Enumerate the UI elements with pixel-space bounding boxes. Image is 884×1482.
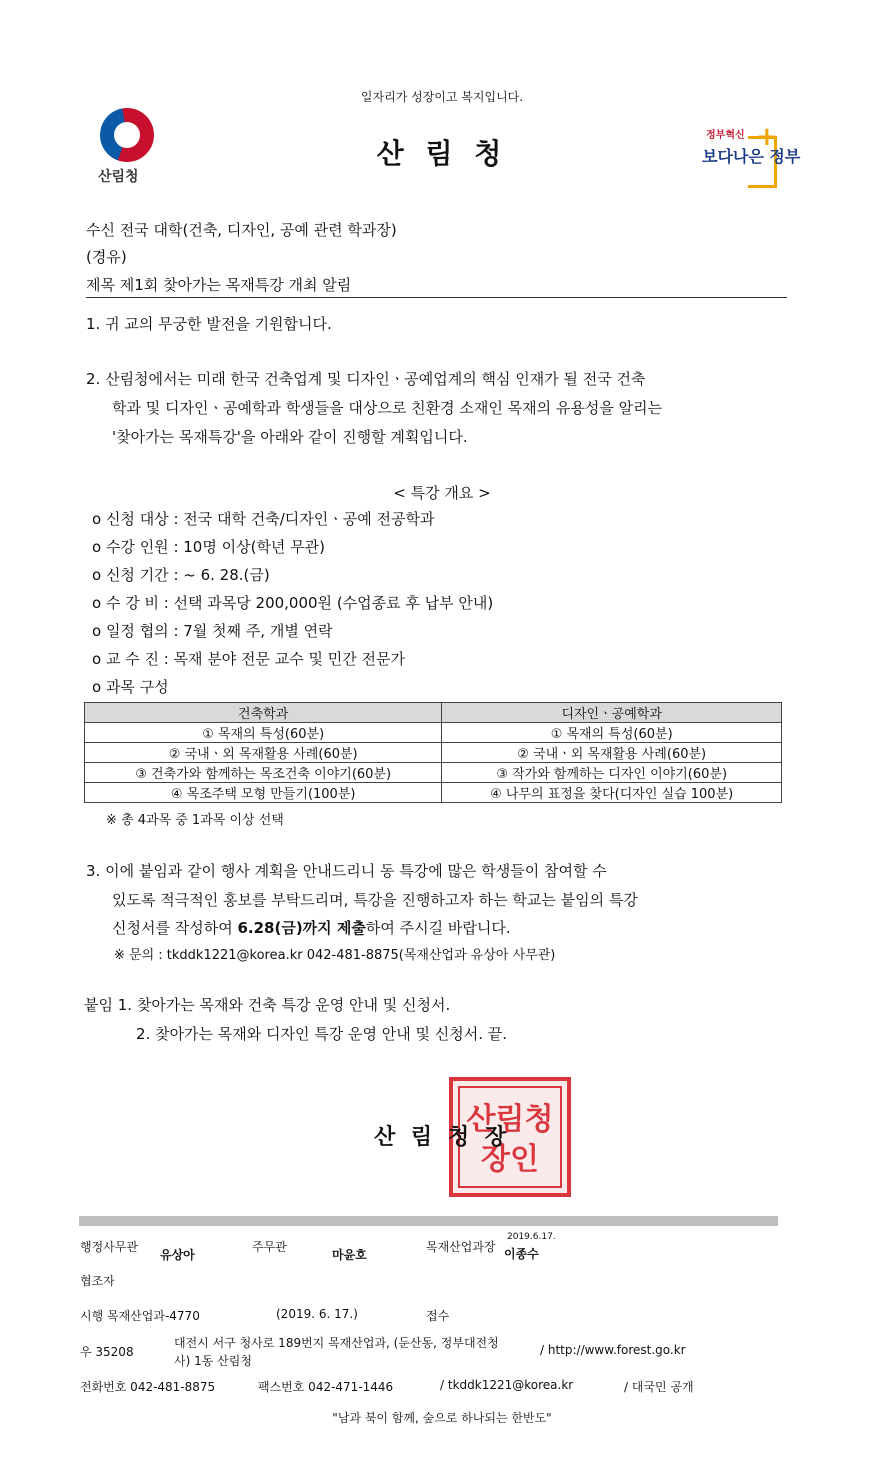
table-cell: ① 목재의 특성(60분) <box>442 723 782 743</box>
gov-logo-line1: 정부혁신 <box>706 130 745 141</box>
paragraph-3-text-c: 하여 주시길 바랍니다. <box>365 919 511 937</box>
table-row <box>85 783 782 803</box>
email-link[interactable]: / tkddk1221@korea.kr <box>440 1378 574 1392</box>
phone-number: 전화번호 042-481-8875 <box>80 1380 216 1394</box>
paragraph-3-line1: 3. 이에 붙임과 같이 행사 계획을 안내드리니 동 특강에 많은 학생들이 참여할 수 <box>86 862 607 880</box>
table-row <box>85 743 782 763</box>
approver-role-1: 행정사무관 <box>80 1240 138 1254</box>
course-table <box>84 702 782 803</box>
bullet-period: o 신청 기간 : ~ 6. 28.(금) <box>92 566 270 584</box>
contact-note: ※ 문의 : tkddk1221@korea.kr 042-481-8875(목재산업과 유상아 사무관) <box>114 948 556 963</box>
postal-code: 우 35208 <box>80 1345 134 1359</box>
paragraph-2-line1: 2. 산림청에서는 미래 한국 건축업계 및 디자인ㆍ공예업계의 핵심 인재가 될 전국 건축 <box>86 370 646 388</box>
bullet-faculty: o 교 수 진 : 목재 분야 전문 교수 및 민간 전문가 <box>92 650 406 668</box>
footer-bar <box>79 1216 778 1226</box>
disclosure-label: / 대국민 공개 <box>624 1380 694 1394</box>
fax-number: 팩스번호 042-471-1446 <box>258 1380 394 1394</box>
approver-name-1: 유상아 <box>160 1248 195 1262</box>
table-cell: ③ 작가와 함께하는 디자인 이야기(60분) <box>442 763 782 783</box>
bullet-courses: o 과목 구성 <box>92 678 169 696</box>
paragraph-3-line2: 있도록 적극적인 홍보를 부탁드리며, 특강을 진행하고자 하는 학교는 붙임의 특강 <box>112 891 638 909</box>
address-line2: 사) 1동 산림청 <box>174 1354 252 1368</box>
bullet-target: o 신청 대상 : 전국 대학 건축/디자인ㆍ공예 전공학과 <box>92 510 435 528</box>
bullet-schedule: o 일정 협의 : 7월 첫째 주, 개별 연락 <box>92 622 333 640</box>
receipt-label: 접수 <box>426 1309 450 1323</box>
logo-text: 산림청 <box>98 169 139 185</box>
enforcement-number: 시행 목재산업과-4770 <box>80 1309 200 1323</box>
paragraph-2-line2: 학과 및 디자인ㆍ공예학과 학생들을 대상으로 친환경 소재인 목재의 유용성을 알리는 <box>112 399 663 417</box>
table-note: ※ 총 4과목 중 1과목 이상 선택 <box>106 813 284 828</box>
svg-text:산림청: 산림청 <box>466 1102 554 1137</box>
signature-title: 산 림 청 장 <box>374 1125 510 1150</box>
overview-title: < 특강 개요 > <box>393 484 491 502</box>
approval-date: 2019.6.17. <box>507 1232 556 1242</box>
attachment-line1: 붙임 1. 찾아가는 목재와 건축 특강 운영 안내 및 신청서. <box>84 996 451 1014</box>
divider <box>86 297 787 298</box>
approver-name-3: 이종수 <box>504 1247 539 1261</box>
svg-text:장인: 장인 <box>481 1142 539 1177</box>
plus-icon: + <box>756 122 778 152</box>
address-line1: 대전시 서구 청사로 189번지 목재산업과, (둔산동, 정부대전청 <box>174 1336 499 1350</box>
paragraph-1: 1. 귀 교의 무궁한 발전을 기원합니다. <box>86 315 332 333</box>
subject-line: 제목 제1회 찾아가는 목재특강 개최 알림 <box>86 276 352 294</box>
gov-logo-line2: 보다나은 정부 <box>702 147 801 166</box>
cooperator-label: 협조자 <box>80 1274 115 1288</box>
recipient-line: 수신 전국 대학(건축, 디자인, 공예 관련 학과장) <box>86 221 397 239</box>
approver-name-2: 마윤호 <box>332 1248 367 1262</box>
deadline-emphasis: 6.28(금)까지 제출 <box>237 919 366 937</box>
paragraph-2-line3: '찾아가는 목재특강'을 아래와 같이 진행할 계획입니다. <box>112 428 468 446</box>
gov-innovation-logo <box>700 122 801 186</box>
enforcement-date: (2019. 6. 17.) <box>276 1307 358 1321</box>
agency-title: 산 림 청 <box>376 137 508 170</box>
approver-role-3: 목재산업과장 <box>426 1240 496 1254</box>
table-cell: ① 목재의 특성(60분) <box>85 723 442 743</box>
table-header-row <box>85 703 782 723</box>
paragraph-3-text-a: 신청서를 작성하여 <box>112 919 238 937</box>
table-cell: ② 국내ㆍ외 목재활용 사례(60분) <box>442 743 782 763</box>
table-header-architecture: 건축학과 <box>85 703 442 723</box>
footer-slogan: "남과 북이 함께, 숲으로 하나되는 한반도" <box>332 1411 552 1425</box>
website-link[interactable]: / http://www.forest.go.kr <box>540 1343 686 1357</box>
table-cell: ④ 목조주택 모형 만들기(100분) <box>85 783 442 803</box>
paragraph-3-line3 <box>86 914 511 943</box>
table-cell: ④ 나무의 표정을 찾다(디자인 실습 100분) <box>442 783 782 803</box>
via-line: (경유) <box>86 248 127 266</box>
table-header-design: 디자인ㆍ공예학과 <box>442 703 782 723</box>
table-row <box>85 763 782 783</box>
table-cell: ② 국내ㆍ외 목재활용 사례(60분) <box>85 743 442 763</box>
bullet-capacity: o 수강 인원 : 10명 이상(학년 무관) <box>92 538 326 556</box>
approver-role-2: 주무관 <box>252 1240 287 1254</box>
table-row <box>85 723 782 743</box>
table-cell: ③ 건축가와 함께하는 목조건축 이야기(60분) <box>85 763 442 783</box>
bullet-fee: o 수 강 비 : 선택 과목당 200,000원 (수업종료 후 납부 안내) <box>92 594 494 612</box>
attachment-line2: 2. 찾아가는 목재와 디자인 특강 운영 안내 및 신청서. 끝. <box>136 1025 508 1043</box>
header-slogan: 일자리가 성장이고 복지입니다. <box>360 90 524 104</box>
